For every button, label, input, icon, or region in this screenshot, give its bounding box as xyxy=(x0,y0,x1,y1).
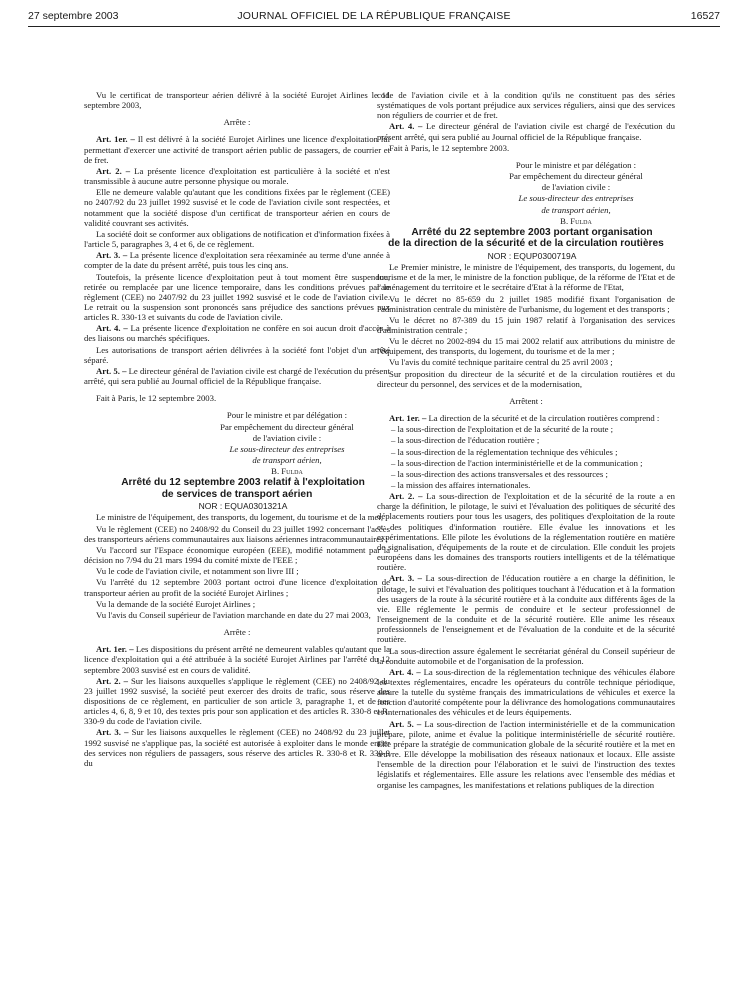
arrete-heading: Arrête : xyxy=(223,627,251,638)
signature-line: Pour le ministre et par délégation : xyxy=(515,159,637,170)
paragraph: Vu le décret no 2002-894 du 15 mai 2002 relatif aux attributions du ministre de l'équipement, des transports, du logement, du tourisme et de la mer ; xyxy=(377,336,675,357)
article-number: Art. 3. – xyxy=(96,250,128,261)
article-number: Art. 4. – xyxy=(96,323,128,334)
page-header xyxy=(28,6,720,28)
article-2: Art. 2. – La présente licence d'exploitation est particulière à la société et n'est transmissible à aucune autre personne physique ou morale. xyxy=(84,165,390,187)
signature-line: de transport aérien, xyxy=(541,204,611,215)
list-item: – la sous-direction de l'éducation routière ; xyxy=(391,435,540,446)
article-2: Art. 2. – Sur les liaisons auxquelles s'applique le règlement (CEE) no 2408/92 du 23 juillet 1992 susvisé, la société peut exercer des droits de trafic, sous réserve des dispositions de ce règlement, en particulier de son article 3, paragraphe 1, et de ses articles 4, 6, 8, 9 et 10, des textes pris pour son application et des articles R. 330-8 et R. 330-9 du code de l'aviation civile. xyxy=(84,675,390,727)
paragraph: Elle ne demeure valable qu'autant que les conditions fixées par le règlement (CEE) no 2407/92 du 23 juillet 1992 susvisé et le code de l'aviation civile sont respectées, et notamment que la société dispose d'un certificat de transporteur aérien en cours de validité couvrant ses activités. xyxy=(84,187,390,228)
paragraph: Vu l'arrêté du 12 septembre 2003 portant octroi d'une licence d'exploitation de transporteur aérien au profit de la société Eurojet Airlines ; xyxy=(84,577,390,598)
paragraph: Vu le décret no 85-659 du 2 juillet 1985 modifié fixant l'organisation de l'administration centrale du ministère de l'urbanisme, du logement et des transports ; xyxy=(377,293,675,314)
article-4: Art. 4. – Le directeur général de l'aviation civile est chargé de l'exécution du présent arrêté, qui sera publié au Journal officiel de la République française. xyxy=(377,121,675,142)
signature-line: de l'aviation civile : xyxy=(252,432,322,443)
signatory-name: B. Fulda xyxy=(271,466,303,477)
paragraph: Vu l'avis du comité technique paritaire central du 25 avril 2003 ; xyxy=(389,357,613,368)
signature-line: Par empêchement du directeur général xyxy=(509,171,643,182)
paragraph: Toutefois, la présente licence d'exploitation peut à tout moment être suspendue, retirée ou remplacée par une licence temporaire, dans les conditions prévues par le règlement (CEE) no 2407/92 du 23 juillet 1992 susvisé et le code de l'aviation civile. Le retrait ou la suspension sont prononcés sans préjudice des sanctions prévues aux articles R. 330-13 et suivants du code de l'aviation civile. xyxy=(84,271,390,323)
article-5: Art. 5. – Le directeur général de l'aviation civile est chargé de l'exécution du présent arrêté, qui sera publié au Journal officiel de la République française. xyxy=(84,365,390,387)
article-number: Art. 3. – xyxy=(389,573,422,584)
paragraph: Les autorisations de transport aérien délivrées à la société font l'objet d'un arrêté séparé. xyxy=(84,344,390,365)
article-1: Art. 1er. – Les dispositions du présent arrêté ne demeurent valables qu'autant que la licence d'exploitation qui a été attribuée à la société Eurojet Airlines par l'arrêté du 12 septembre 2003 susvisé est en cours de validité. xyxy=(84,644,390,675)
paragraph: Vu l'accord sur l'Espace économique européen (EEE), modifié notamment par la décision no 7/94 du 21 mars 1994 du comité mixte de l'EEE ; xyxy=(84,544,390,566)
article-2: Art. 2. – La sous-direction de l'exploitation et de la sécurité de la route a en charge la définition, le pilotage, le suivi et l'évaluation des politiques de sécurité des déplacements routiers pour tous les usagers, des politiques d'exploitation de la route et des politiques d'information routière. Elle évalue les innovations et les expérimentations. Elle pilote les évolutions de la réglementation routière en matière de signalisation, d'équipements de la route et de circulation. Elle conduit les projets européens dans les domaines des transports routiers intelligents et de la télématique routière. xyxy=(377,491,676,573)
article-number: Art. 1er. – xyxy=(96,644,134,655)
paragraph: Vu le certificat de transporteur aérien délivré à la société Eurojet Airlines le 11 septembre 2003, xyxy=(84,90,390,111)
article-3: Art. 3. – La sous-direction de l'éducation routière a en charge la définition, le pilotage, le suivi et l'évaluation des politiques touchant à l'éducation et à la formation des usagers de la route à la sécurité routière et à la conduite aux différents âges de la vie. Elle réglemente le permis de conduire et le secteur professionnel de l'enseignement de la conduite et de la sécurité routière. Elle anime les réseaux professionnels de l'enseignement et de l'évaluation de la conduite et de la sécurité routière. xyxy=(377,573,675,645)
header-page-number: 16527 xyxy=(690,10,720,22)
decree-title-line: Arrêté du 22 septembre 2003 portant organisation xyxy=(411,226,653,238)
article-1: Art. 1er. – Il est délivré à la société Eurojet Airlines une licence d'exploitation lui permettant d'exercer une activité de transport aérien public de passagers, de courrier et de fret. xyxy=(84,134,390,165)
paragraph: Vu le décret no 87-389 du 15 juin 1987 relatif à l'organisation des services d'administration centrale ; xyxy=(377,314,675,335)
list-item: – la sous-direction des actions transversales et des ressources ; xyxy=(391,468,608,479)
decree-title xyxy=(377,227,675,250)
paragraph: Sur proposition du directeur de la sécurité et de la circulation routières et du directeur du personnel, des services et de la modernisation, xyxy=(377,368,675,389)
signature-line: Le sous-directeur des entreprises xyxy=(229,443,345,454)
list-item: – la sous-direction de l'action interministérielle et de la communication ; xyxy=(391,457,643,468)
nor-reference: NOR : EQUP0300719A xyxy=(487,250,577,261)
signature-line: de transport aérien, xyxy=(252,455,322,465)
paragraph: La société doit se conformer aux obligations de notification et d'information fixées à l'article 5, paragraphes 3, 4 et 6, de ce règlement. xyxy=(84,228,390,250)
article-4: Art. 4. – La présente licence d'exploitation ne confère en soi aucun droit d'accès à des liaisons ou marchés spécifiques. xyxy=(84,323,390,344)
article-number: Art. 5. – xyxy=(389,718,422,729)
header-journal-title: JOURNAL OFFICIEL DE LA RÉPUBLIQUE FRANÇAISE xyxy=(237,10,511,22)
signature-line: Par empêchement du directeur général xyxy=(220,421,354,432)
article-1: Art. 1er. – La direction de la sécurité et de la circulation routières comprend : xyxy=(389,413,660,424)
nor-reference: NOR : EQUA0301321A xyxy=(198,501,288,512)
decree-title-line: de services de transport aérien xyxy=(161,488,313,500)
article-3: Art. 3. – Sur les liaisons auxquelles le règlement (CEE) no 2408/92 du 23 juillet 1992 susvisé ne s'applique pas, la société est autorisée à exploiter dans le monde entier des services non réguliers de passagers, sous réserve des articles R. 330-8 et R. 330-9 du xyxy=(84,727,390,768)
list-item: – la sous-direction de la réglementation technique des véhicules ; xyxy=(391,446,618,457)
right-column xyxy=(377,90,675,791)
decree-title-line: de la direction de la sécurité et de la circulation routières xyxy=(388,238,664,250)
left-column xyxy=(84,90,390,769)
paragraph: Vu l'avis du Conseil supérieur de l'aviation marchande en date du 27 mai 2003, xyxy=(96,609,371,620)
decree-title-line: Arrêté du 12 septembre 2003 relatif à l'exploitation xyxy=(121,477,365,489)
paragraph: Vu la demande de la société Eurojet Airlines ; xyxy=(96,598,256,609)
paragraph: Vu le code de l'aviation civile, et notamment son livre III ; xyxy=(96,566,299,577)
signature-date: Fait à Paris, le 12 septembre 2003. xyxy=(389,142,510,153)
article-number: Art. 1er. – xyxy=(389,413,427,424)
article-3: Art. 3. – La présente licence d'exploitation sera réexaminée au terme d'une année à compter de la date du présent arrêté, puis tous les cinq ans. xyxy=(84,250,390,271)
article-number: Art. 4. – xyxy=(389,666,421,677)
article-number: Art. 5. – xyxy=(96,365,127,376)
paragraph: code de l'aviation civile et à la condition qu'ils ne constituent pas des séries systématiques de vols portant préjudice aux services réguliers, ainsi que des services non réguliers de courrier et de fret. xyxy=(377,90,675,121)
article-number: Art. 2. – xyxy=(96,675,128,686)
article-number: Art. 2. – xyxy=(96,165,131,176)
article-5: Art. 5. – La sous-direction de l'action interministérielle et de la communication prépare, pilote, anime et évalue la politique interministérielle de sécurité routière. Elle prépare la stratégie de communication globale de la sécurité routière et la met en œuvre. Elle développe la mobilisation des réseaux nationaux et locaux. Elle assiste l'ensemble de la direction pour l'élaboration et le suivi de l'instruction des textes législatifs et réglementaires. Elle assure les relations avec l'ensemble des médias et organise les campagnes, les manifestations et relations publiques de la direction xyxy=(377,718,675,790)
list-item: – la mission des affaires internationales. xyxy=(391,480,531,490)
article-number: Art. 3. – xyxy=(96,727,129,738)
article-number: Art. 1er. – xyxy=(96,134,135,145)
decree-title xyxy=(84,477,390,500)
article-number: Art. 4. – xyxy=(389,121,423,132)
list-item: – la sous-direction de l'exploitation et de la sécurité de la route ; xyxy=(391,424,614,435)
signature-line: Le sous-directeur des entreprises xyxy=(518,193,634,204)
header-rule xyxy=(28,26,720,27)
signature-date: Fait à Paris, le 12 septembre 2003. xyxy=(96,393,217,404)
signatory-name: B. Fulda xyxy=(560,215,592,226)
paragraph: Vu le règlement (CEE) no 2408/92 du Conseil du 23 juillet 1992 concernant l'accès des transporteurs aériens communautaires aux liaisons aériennes intracommunautaires ; xyxy=(84,523,390,544)
header-date: 27 septembre 2003 xyxy=(28,10,119,22)
paragraph: Le ministre de l'équipement, des transports, du logement, du tourisme et de la mer, xyxy=(96,512,384,523)
paragraph: La sous-direction assure également le secrétariat général du Conseil supérieur de la conduite automobile et de l'organisation de la profession. xyxy=(377,645,675,666)
paragraph: Le Premier ministre, le ministre de l'équipement, des transports, du logement, du tourisme et de la mer, le ministre de la fonction publique, de la réforme de l'Etat et de l'aménagement du territoire et le secrétaire d'Etat à la réforme de l'Etat, xyxy=(377,262,675,293)
article-number: Art. 2. – xyxy=(389,491,423,502)
signature-line: de l'aviation civile : xyxy=(541,182,611,193)
signature-line: Pour le ministre et par délégation : xyxy=(226,410,348,421)
article-4: Art. 4. – La sous-direction de la réglementation technique des véhicules élabore les textes réglementaires, encadre les opérateurs du contrôle technique périodique, assure la tutelle du système français des immatriculations de véhicules et exerce la fonction d'autorité compétente pour la délivrance des homologations communautaires et internationales des véhicules et de leurs équipements. xyxy=(377,666,675,718)
arrete-heading: Arrête : xyxy=(223,117,251,128)
arretent-heading: Arrêtent : xyxy=(509,395,543,406)
